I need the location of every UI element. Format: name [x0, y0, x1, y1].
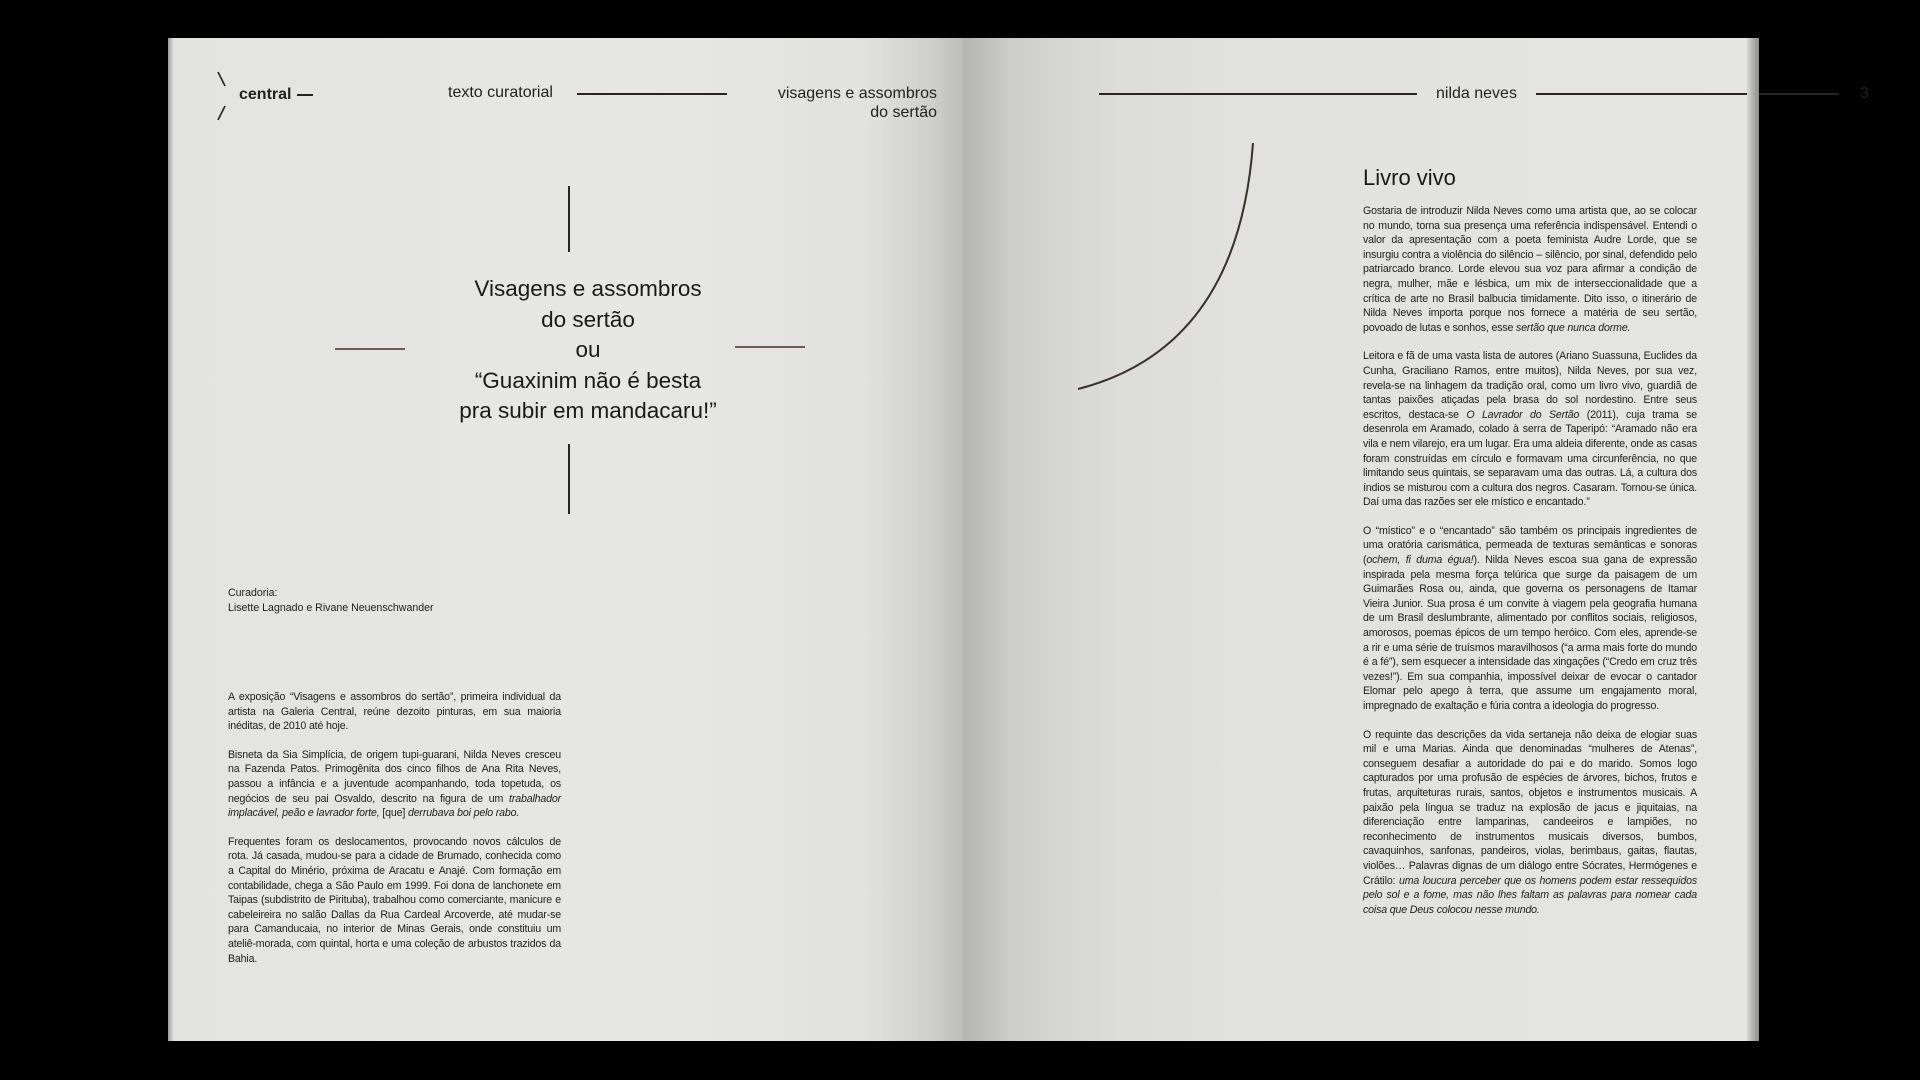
section-heading: Livro vivo [1363, 165, 1456, 190]
cross-bar-top [568, 186, 570, 252]
left-body-text [228, 690, 561, 980]
right-paragraph-1: Gostaria de introduzir Nilda Neves como uma artista que, ao se colocar no mundo, torna sua presença uma referência indispensável. Entendi o valor da apresentação com a poeta feminista Audre Lorde, que se insurgiu contra a violência do silêncio – silêncio, por sinal, defendido pelo patriarcado branco. Lorde elevou sua voz para afirmar a condição de negra, mulher, mãe e lésbica, um mix de interseccionalidade que a crítica de arte no Brasil balbucia timidamente. Dito isso, o itinerário de Nilda Neves importa porque nos fornece a matéria de seu sertão, povoado de lutas e sonhos, esse sertão que nunca dorme. [1363, 205, 1697, 334]
page-number: 3 [1860, 85, 1869, 102]
right-paragraph-4: O requinte das descrições da vida sertaneja não deixa de elogiar suas mil e uma Marias. Ainda que denominadas “mulheres de Atenas”, conseguem desafiar a autoridade do pai e do marido. Somos logo capturados por uma profusão de espécies de árvores, bichos, frutos e frutas, arquiteturas rurais, santos, objetos e instrumentos musicais. A paixão pela língua se traduz na explosão de jacus e jiquitaias, na diferenciação entre lamparinas, candeeiros e lampiões, no reconhecimento de instrumentos musicais diversos, bumbos, cavaquinhos, sanfonas, pandeiros, violas, berimbaus, gaitas, flautas, violões… Palavras dignas de um diálogo entre Sócrates, Hermógenes e Crátilo: uma loucura perceber que os homens podem estar ressequidos pelo sol e a fome, mas não lhes faltam as palavras para nomear cada coisa que Deus colocou nesse mundo. [1363, 728, 1697, 916]
right-paragraph-3: O “místico” e o “encantado” são também os principais ingredientes de uma oratória carismática, permeada de texturas semânticas e sonoras (ochem, fi duma égua!). Nilda Neves escoa sua gana de expressão inspirada pela mesma força telúrica que surge da paisagem de um Guimarães Rosa ou, ainda, que governa os personagens de Itamar Vieira Junior. Sua prosa é um convite à viagem pela geografia humana de um Brasil deslumbrante, alimentado por conflitos sociais, religiosos, amorosos, poemas épicos de um tempo heróico. Com eles, aprende-se a rir e uma série de truísmos maravilhosos (“a arma mais forte do mundo é a fé”), sem esquecer a intensidade das xingações (“Credo em cruz três vezes!”). Em sua companhia, impossível deixar de evocar o cantador Elomar pelo apego à terra, que assume um engajamento moral, impregnado de exaltação e fúria contra a ideologia do progresso. [1363, 524, 1697, 712]
cross-bar-bottom [568, 444, 570, 514]
header-artist: nilda neves [1436, 85, 1517, 102]
right-paragraph-2: Leitora e fã de uma vasta lista de autores (Ariano Suassuna, Euclides da Cunha, Graciliano Ramos, entre muitos), Nilda Neves, por sua vez, revela-se na linhagem da tradição oral, como um livro vivo, guardiã de tantas paixões atiçadas pela brasa do sol nordestino. Entre seus escritos, destaca-se O Lavrador do Sertão (2011), cuja trama se desenrola em Aramado, colado à serra de Taperipó: “Aramado não era vila e nem vilarejo, era um lugar. Era uma aldeia diferente, onde as casas foram construídas em círculo e formavam uma circunferência, no que limitando seus quintais, se separavam uma das outras. Lá, a cultura dos índios se misturou com a cultura dos negros. Casaram. Tornou-se única. Daí uma das razões ser ele místico e encantado.” [1363, 350, 1697, 509]
header-section: texto curatorial [448, 84, 553, 101]
header-rule-long [1099, 93, 1417, 95]
cross-bar-left [335, 348, 405, 350]
header-title: visagens e assombros do sertão [777, 85, 937, 121]
left-paragraph-3: Frequentes foram os deslocamentos, provocando novos cálculos de rota. Já casada, mudou-se para a cidade de Brumado, conhecida como a Capital do Minério, próxima de Aracatu e Anajé. Com formação em contabilidade, chega a São Paulo em 1999. Foi dona de lanchonete em Taipas (subdistrito de Pirituba), trabalhou como comerciante, manicure e cabeleireira no salão Dallas da Rua Cardeal Arcoverde, até mudar-se para Camanducaia, no interior de Minas Gerais, onde constituiu um ateliê-morada, com quintal, horta e uma coleção de arbustos trazidos da Bahia. [228, 835, 561, 965]
logo-dash [297, 94, 313, 96]
arc-ornament [1063, 138, 1263, 398]
logo-mark-icon [213, 68, 233, 124]
exhibition-title: Visagens e assombros do sertão ou “Guaxinim não é besta pra subir em mandacaru!” [459, 276, 717, 423]
left-page [173, 38, 963, 1041]
logo-wordmark: central [239, 86, 292, 103]
curators-credit: Curadoria: Lisette Lagnado e Rivane Neuenschwander [228, 587, 434, 614]
header-rule-right [1536, 93, 1839, 95]
left-paragraph-1: A exposição “Visagens e assombros do sertão”, primeira individual da artista na Galeria Central, reúne dezoito pinturas, em sua maioria inéditas, de 2010 até hoje. [228, 691, 561, 733]
right-body-text [1363, 204, 1697, 931]
left-paragraph-2: Bisneta da Sia Simplícia, de origem tupi-guarani, Nilda Neves cresceu na Fazenda Patos. Primogênita dos cinco filhos de Ana Rita Neves, passou a infância e a juventude acompanhando, toda topetuda, os negócios de seu pai Osvaldo, descrito na figura de um trabalhador implacável, peão e lavrador forte, [que] derrubava boi pelo rabo. [228, 748, 561, 820]
magazine-spread [173, 38, 1869, 1041]
right-page [963, 38, 1869, 1041]
right-page-edge [1747, 38, 1759, 1041]
header-rule [577, 93, 727, 95]
